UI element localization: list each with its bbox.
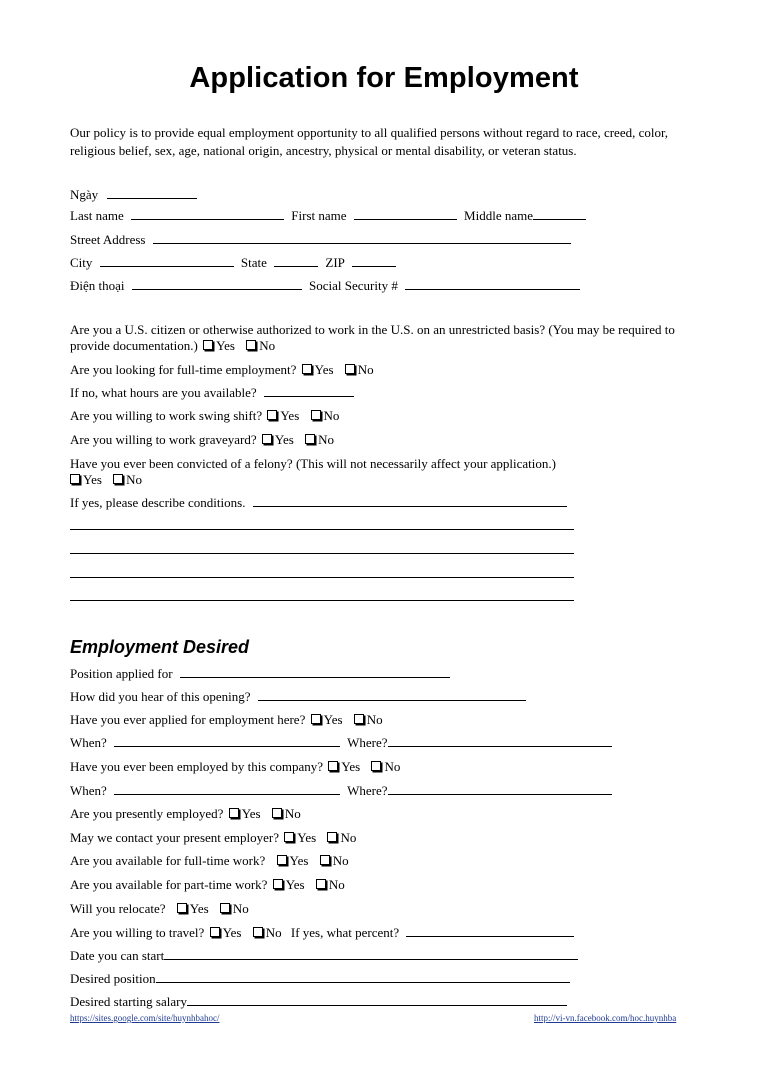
yes-label: Yes	[241, 806, 261, 821]
street-field[interactable]	[153, 232, 571, 244]
describe-field[interactable]	[253, 495, 567, 507]
contact-row	[70, 830, 356, 846]
start-date-field[interactable]	[164, 948, 578, 960]
no-label: No	[328, 877, 345, 892]
employed-when-where-row	[70, 783, 612, 799]
first-name-field[interactable]	[354, 208, 457, 220]
phone-field[interactable]	[132, 278, 302, 290]
travel-text: Are you willing to travel?	[70, 925, 205, 940]
hear-row	[70, 689, 526, 705]
available-full-row	[70, 853, 349, 869]
position-row	[70, 666, 450, 682]
swing-text: Are you willing to work swing shift?	[70, 408, 263, 423]
last-name-field[interactable]	[131, 208, 284, 220]
phone-label: Điện thoại	[70, 278, 125, 293]
full-time-yes-checkbox[interactable]	[302, 364, 312, 374]
middle-name-field[interactable]	[533, 208, 586, 220]
hours-field[interactable]	[264, 385, 354, 397]
ssn-field[interactable]	[405, 278, 580, 290]
available-part-row	[70, 877, 345, 893]
position-label: Position applied for	[70, 666, 173, 681]
travel-yes-checkbox[interactable]	[210, 927, 220, 937]
describe-row	[70, 495, 567, 511]
contact-no-checkbox[interactable]	[327, 832, 337, 842]
hear-field[interactable]	[258, 689, 526, 701]
city-label: City	[70, 255, 93, 270]
travel-row	[70, 925, 574, 941]
percent-field[interactable]	[406, 925, 574, 937]
yes-label: Yes	[222, 925, 242, 940]
yes-label: Yes	[189, 901, 209, 916]
employed-when-field[interactable]	[114, 783, 340, 795]
full-time-question	[70, 362, 374, 378]
page-title: Application for Employment	[189, 62, 579, 94]
state-field[interactable]	[274, 255, 318, 267]
available-full-yes-checkbox[interactable]	[277, 855, 287, 865]
citizen-question-text: provide documentation.)	[70, 338, 198, 353]
employed-where-field[interactable]	[388, 783, 612, 795]
salary-field[interactable]	[187, 994, 567, 1006]
no-label: No	[340, 830, 357, 845]
yes-label: Yes	[280, 408, 300, 423]
available-part-no-checkbox[interactable]	[316, 879, 326, 889]
phone-row	[70, 278, 580, 294]
presently-row	[70, 806, 301, 822]
policy-text-line-2: religious belief, sex, age, national origin, ancestry, physical or mental disability, or veteran status.	[70, 143, 577, 158]
yes-label: Yes	[274, 432, 294, 447]
relocate-yes-checkbox[interactable]	[177, 903, 187, 913]
yes-label: Yes	[323, 712, 343, 727]
citizen-yes-checkbox[interactable]	[203, 340, 213, 350]
applied-when-field[interactable]	[114, 735, 340, 747]
applied-text: Have you ever applied for employment here?	[70, 712, 306, 727]
employed-company-yes-checkbox[interactable]	[328, 761, 338, 771]
no-label: No	[332, 853, 349, 868]
relocate-no-checkbox[interactable]	[220, 903, 230, 913]
yes-label: Yes	[314, 362, 334, 377]
footer-right-link[interactable]: http://vi-vn.facebook.com/hoc.huynhba	[534, 1013, 677, 1023]
employed-company-no-checkbox[interactable]	[371, 761, 381, 771]
zip-field[interactable]	[352, 255, 396, 267]
describe-line-1	[70, 518, 574, 534]
last-name-label: Last name	[70, 208, 124, 223]
start-date-label: Date you can start	[70, 948, 165, 963]
describe-text: If yes, please describe conditions.	[70, 495, 246, 510]
citizen-no-checkbox[interactable]	[246, 340, 256, 350]
describe-line-3	[70, 566, 574, 582]
no-label: No	[357, 362, 374, 377]
felony-options	[70, 472, 142, 488]
swing-no-checkbox[interactable]	[311, 410, 321, 420]
describe-extra-field[interactable]	[70, 589, 574, 601]
no-label: No	[318, 432, 334, 447]
available-part-yes-checkbox[interactable]	[273, 879, 283, 889]
yes-label: Yes	[216, 338, 235, 353]
graveyard-question	[70, 432, 334, 448]
employment-desired-heading: Employment Desired	[70, 637, 250, 657]
full-time-text: Are you looking for full-time employment?	[70, 362, 297, 377]
relocate-row	[70, 901, 249, 917]
contact-text: May we contact your present employer?	[70, 830, 280, 845]
relocate-text: Will you relocate?	[70, 901, 166, 916]
no-label: No	[284, 806, 301, 821]
full-time-no-checkbox[interactable]	[345, 364, 355, 374]
percent-label: If yes, what percent?	[290, 925, 400, 940]
hear-label: How did you hear of this opening?	[70, 689, 251, 704]
citizen-question-line-1: Are you a U.S. citizen or otherwise authorized to work in the U.S. on an unrestricted basis? (You may be required to	[70, 322, 675, 337]
start-date-row	[70, 948, 578, 964]
street-row	[70, 232, 571, 248]
no-label: No	[323, 408, 340, 423]
date-field[interactable]	[107, 187, 197, 199]
graveyard-text: Are you willing to work graveyard?	[70, 432, 257, 447]
citizen-question-line-2	[70, 338, 275, 354]
desired-position-field[interactable]	[156, 971, 570, 983]
date-row	[70, 187, 197, 203]
where-label: Where?	[347, 735, 388, 750]
applied-no-checkbox[interactable]	[354, 714, 364, 724]
salary-row	[70, 994, 567, 1010]
date-label: Ngày	[70, 187, 99, 202]
state-label: State	[240, 255, 267, 270]
no-label: No	[384, 759, 401, 774]
swing-yes-checkbox[interactable]	[267, 410, 277, 420]
desired-position-label: Desired position	[70, 971, 156, 986]
yes-label: Yes	[285, 877, 305, 892]
applied-row	[70, 712, 383, 728]
presently-yes-checkbox[interactable]	[229, 808, 239, 818]
street-label: Street Address	[70, 232, 146, 247]
first-name-label: First name	[291, 208, 347, 223]
name-row	[70, 208, 586, 224]
felony-question: Have you ever been convicted of a felony? (This will not necessarily affect your application.)	[70, 456, 556, 471]
available-full-text: Are you available for full-time work?	[70, 853, 266, 868]
city-row	[70, 255, 396, 271]
employed-company-text: Have you ever been employed by this company?	[70, 759, 324, 774]
describe-extra-field[interactable]	[70, 518, 574, 530]
describe-line-2	[70, 542, 574, 558]
felony-no-checkbox[interactable]	[113, 474, 123, 484]
zip-label: ZIP	[325, 255, 345, 270]
describe-extra-field[interactable]	[70, 542, 574, 554]
applied-when-where-row	[70, 735, 612, 751]
presently-text: Are you presently employed?	[70, 806, 224, 821]
travel-no-checkbox[interactable]	[253, 927, 263, 937]
when-label: When?	[70, 783, 107, 798]
no-label: No	[232, 901, 249, 916]
middle-name-label: Middle name	[464, 208, 534, 223]
when-label: When?	[70, 735, 107, 750]
employed-company-row	[70, 759, 400, 775]
footer-left-link[interactable]: https://sites.google.com/site/huynhbahoc/	[70, 1013, 220, 1023]
yes-label: Yes	[289, 853, 309, 868]
presently-no-checkbox[interactable]	[272, 808, 282, 818]
graveyard-yes-checkbox[interactable]	[262, 434, 272, 444]
salary-label: Desired starting salary	[70, 994, 187, 1009]
graveyard-no-checkbox[interactable]	[305, 434, 315, 444]
where-label: Where?	[347, 783, 388, 798]
position-field[interactable]	[180, 666, 450, 678]
yes-label: Yes	[83, 472, 102, 487]
applied-yes-checkbox[interactable]	[311, 714, 321, 724]
hours-text: If no, what hours are you available?	[70, 385, 257, 400]
swing-question	[70, 408, 339, 424]
contact-yes-checkbox[interactable]	[284, 832, 294, 842]
city-field[interactable]	[100, 255, 234, 267]
ssn-label: Social Security #	[309, 278, 398, 293]
yes-label: Yes	[297, 830, 317, 845]
felony-yes-checkbox[interactable]	[70, 474, 80, 484]
no-label: No	[366, 712, 383, 727]
no-label: No	[259, 338, 276, 353]
yes-label: Yes	[341, 759, 361, 774]
desired-position-row	[70, 971, 570, 987]
no-label: No	[265, 925, 282, 940]
available-part-text: Are you available for part-time work?	[70, 877, 268, 892]
describe-line-4	[70, 589, 574, 605]
no-label: No	[126, 472, 143, 487]
policy-text-line-1: Our policy is to provide equal employment opportunity to all qualified persons without regard to race, creed, color,	[70, 125, 669, 140]
describe-extra-field[interactable]	[70, 566, 574, 578]
available-full-no-checkbox[interactable]	[320, 855, 330, 865]
applied-where-field[interactable]	[388, 735, 612, 747]
hours-question	[70, 385, 354, 401]
